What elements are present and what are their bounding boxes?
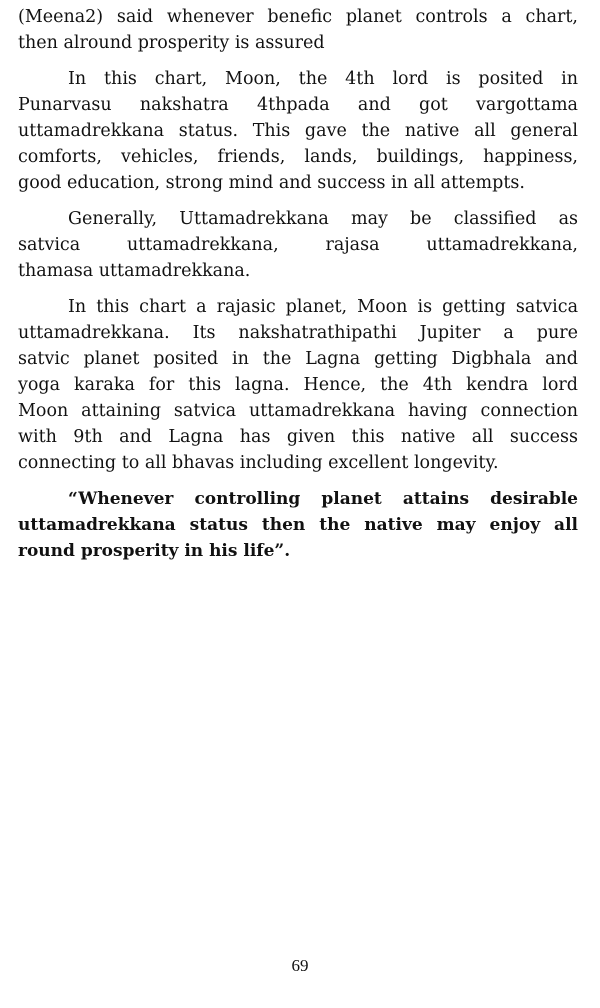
text-line: satvica uttamadrekkana, rajasa uttamadrekkana,	[18, 235, 578, 255]
paragraph	[18, 294, 578, 476]
text-line: In this chart, Moon, the 4th lord is posited in	[68, 69, 578, 89]
text-line: In this chart a rajasic planet, Moon is getting satvica	[68, 297, 578, 317]
text-line: comforts, vehicles, friends, lands, buildings, happiness,	[18, 147, 578, 167]
page-body	[18, 4, 578, 574]
text-line: yoga karaka for this lagna. Hence, the 4th kendra lord	[18, 375, 578, 395]
text-line: “Whenever controlling planet attains desirable	[68, 489, 578, 509]
text-line: round prosperity in his life”.	[18, 541, 291, 561]
page-number: 69	[291, 956, 309, 975]
text-line: connecting to all bhavas including excellent longevity.	[18, 453, 499, 473]
paragraph	[18, 66, 578, 196]
text-line: good education, strong mind and success in all attempts.	[18, 173, 525, 193]
text-line: (Meena2) said whenever benefic planet controls a chart,	[18, 7, 578, 27]
bold-quote-paragraph	[18, 486, 578, 564]
text-line: uttamadrekkana status. This gave the native all general	[18, 121, 578, 141]
text-line: with 9th and Lagna has given this native all success	[18, 427, 578, 447]
paragraph	[18, 4, 578, 56]
text-line: satvic planet posited in the Lagna getting Digbhala and	[18, 349, 578, 369]
paragraph	[18, 206, 578, 284]
text-line: Moon attaining satvica uttamadrekkana having connection	[18, 401, 578, 421]
text-line: then alround prosperity is assured	[18, 33, 325, 53]
text-line: Generally, Uttamadrekkana may be classified as	[68, 209, 578, 229]
text-line: uttamadrekkana status then the native may enjoy all	[18, 515, 578, 535]
text-line: uttamadrekkana. Its nakshatrathipathi Jupiter a pure	[18, 323, 578, 343]
text-line: Punarvasu nakshatra 4thpada and got vargottama	[18, 95, 578, 115]
text-line: thamasa uttamadrekkana.	[18, 261, 251, 281]
